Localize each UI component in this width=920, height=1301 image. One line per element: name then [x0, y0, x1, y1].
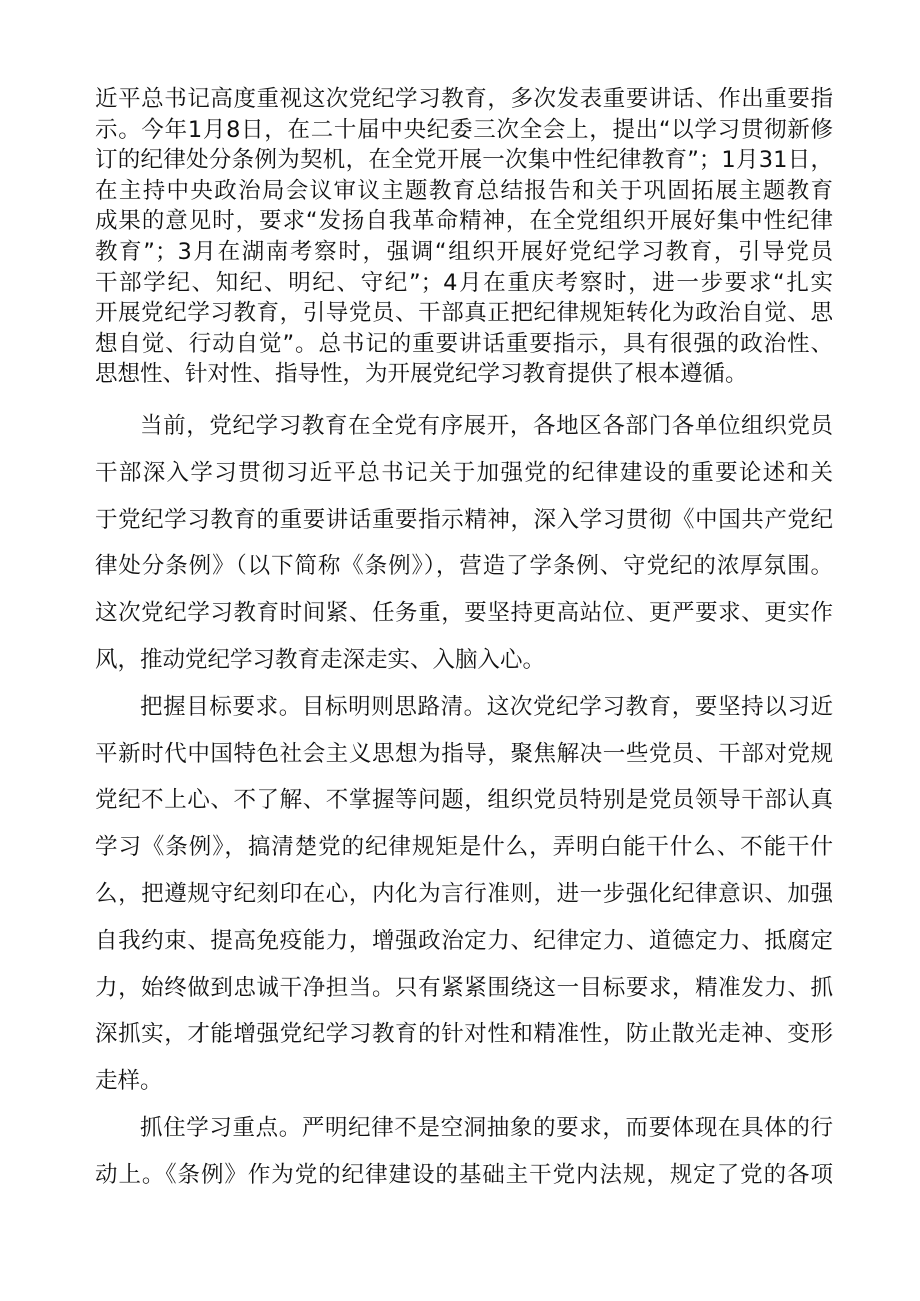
text-line: 教育”；3月在湖南考察时，强调“组织开展好党纪学习教育，引导党员	[95, 238, 833, 265]
text-line: 当前，党纪学习教育在全党有序展开，各地区各部门各单位组织党员	[140, 412, 833, 439]
text-line: 动上。《条例》作为党的纪律建设的基础主干党内法规，规定了党的各项	[95, 1161, 833, 1188]
text-line: 干部学纪、知纪、明纪、守纪”；4月在重庆考察时，进一步要求“扎实	[95, 269, 833, 296]
text-line: 风，推动党纪学习教育走深走实、入脑入心。	[95, 646, 546, 673]
text-line: 抓住学习重点。严明纪律不是空洞抽象的要求，而要体现在具体的行	[140, 1114, 833, 1141]
text-line: 近平总书记高度重视这次党纪学习教育，多次发表重要讲话、作出重要指	[95, 86, 833, 112]
text-line: 自我约束、提高免疫能力，增强政治定力、纪律定力、道德定力、抵腐定	[95, 927, 833, 954]
text-line: 于党纪学习教育的重要讲话重要指示精神，深入学习贯彻《中国共产党纪	[95, 506, 833, 533]
text-line: 示。今年1月8日，在二十届中央纪委三次全会上，提出“以学习贯彻新修	[95, 116, 833, 143]
text-line: 成果的意见时，要求“发扬自我革命精神，在全党组织开展好集中性纪律	[95, 208, 833, 235]
paragraph-2	[95, 403, 833, 684]
paragraph-4	[95, 1105, 833, 1199]
text-line: 平新时代中国特色社会主义思想为指导，聚焦解决一些党员、干部对党规	[95, 740, 833, 767]
text-line: 走样。	[95, 1068, 163, 1095]
text-line: 深抓实，才能增强党纪学习教育的针对性和精准性，防止散光走神、变形	[95, 1021, 833, 1048]
text-line: 律处分条例》（以下简称《条例》），营造了学条例、守党纪的浓厚氛围。	[95, 553, 833, 580]
paragraph-3	[95, 684, 833, 1105]
text-line: 力，始终做到忠诚干净担当。只有紧紧围绕这一目标要求，精准发力、抓	[95, 974, 833, 1001]
text-line: 开展党纪学习教育，引导党员、干部真正把纪律规矩转化为政治自觉、思	[95, 300, 833, 327]
text-line: 党纪不上心、不了解、不掌握等问题，组织党员特别是党员领导干部认真	[95, 787, 833, 814]
paragraph-1	[95, 84, 833, 390]
text-line: 这次党纪学习教育时间紧、任务重，要坚持更高站位、更严要求、更实作	[95, 600, 833, 627]
text-line: 想自觉、行动自觉”。总书记的重要讲话重要指示，具有很强的政治性、	[95, 330, 833, 357]
text-line: 订的纪律处分条例为契机，在全党开展一次集中性纪律教育”；1月31日，	[95, 147, 833, 174]
text-line: 在主持中央政治局会议审议主题教育总结报告和关于巩固拓展主题教育	[95, 177, 833, 204]
text-line: 干部深入学习贯彻习近平总书记关于加强党的纪律建设的重要论述和关	[95, 459, 833, 486]
text-line: 学习《条例》，搞清楚党的纪律规矩是什么，弄明白能干什么、不能干什	[95, 834, 833, 861]
text-line: 思想性、针对性、指导性，为开展党纪学习教育提供了根本遵循。	[95, 361, 748, 388]
text-line: 把握目标要求。目标明则思路清。这次党纪学习教育，要坚持以习近	[140, 693, 833, 720]
text-line: 么，把遵规守纪刻印在心，内化为言行准则，进一步强化纪律意识、加强	[95, 880, 833, 907]
document-body	[95, 84, 833, 1198]
